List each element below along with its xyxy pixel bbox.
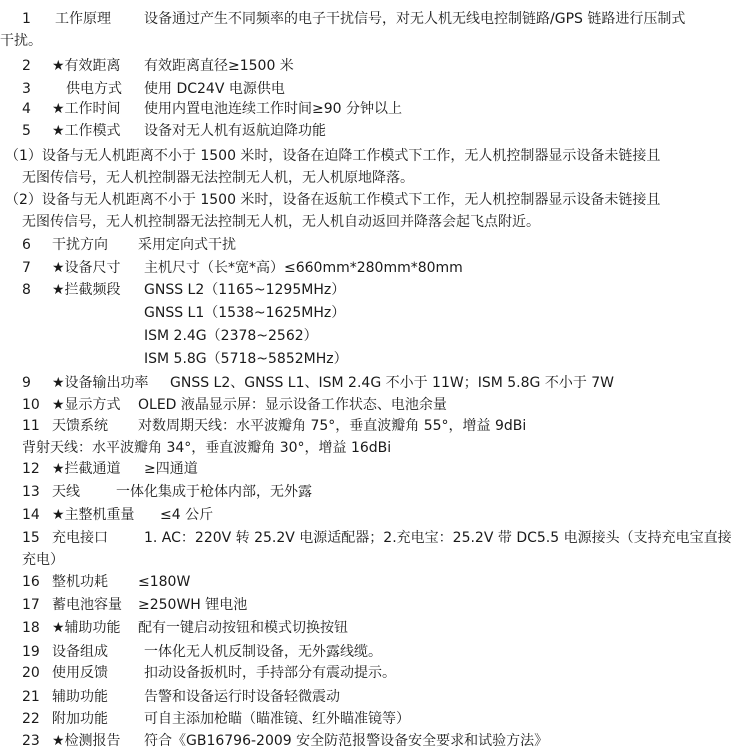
row-value: 配有一键启动按钮和模式切换按钮: [138, 620, 348, 636]
row-sub-value: ISM 5.8G（5718~5852MHz）: [144, 351, 348, 367]
row-number: 19: [22, 644, 40, 660]
row-label: ★主整机重量: [52, 507, 135, 523]
spec-row: [0, 372, 750, 394]
row-value: 一体化无人机反制设备，无外露线缆。: [144, 644, 382, 660]
spec-row: [0, 504, 750, 526]
spec-row: [0, 78, 750, 100]
row-sub-value: ISM 2.4G（2378~2562）: [144, 328, 318, 344]
spec-row: [0, 617, 750, 639]
row-label: 蓄电池容量: [52, 597, 122, 613]
row-number: 23: [22, 733, 40, 749]
row-value: 主机尺寸（长*宽*高）≤660mm*280mm*80mm: [144, 260, 463, 276]
spec-row: [0, 98, 750, 120]
row-label: ★设备尺寸: [52, 260, 121, 276]
row-value: 使用内置电池连续工作时间≥90 分钟以上: [144, 101, 402, 117]
spec-row: [0, 55, 750, 77]
row-value: 设备通过产生不同频率的电子干扰信号，对无人机无线电控制链路/GPS 链路进行压制式: [144, 11, 686, 27]
row-number: 5: [22, 123, 31, 139]
row-number: 10: [22, 397, 40, 413]
row-number: 9: [22, 375, 31, 391]
row-label: 辅助功能: [52, 689, 108, 705]
spec-row-continuation: [0, 189, 750, 211]
row-label: 天线: [52, 484, 80, 500]
spec-row: [0, 571, 750, 593]
row-number: 15: [22, 530, 40, 546]
row-value: ≥250WH 锂电池: [138, 597, 248, 613]
row-text: 充电）: [22, 552, 64, 568]
spec-row-continuation: [0, 302, 750, 324]
row-sub-value: GNSS L1（1538~1625MHz）: [144, 305, 346, 321]
row-value: 设备对无人机有返航迫降功能: [144, 123, 326, 139]
row-number: 12: [22, 461, 40, 477]
row-value: 符合《GB16796-2009 安全防范报警设备安全要求和试验方法》: [144, 733, 549, 749]
row-number: 21: [22, 689, 40, 705]
spec-row: [0, 279, 750, 301]
row-number: 6: [22, 237, 31, 253]
row-value: GNSS L2（1165~1295MHz）: [144, 282, 346, 298]
spec-row: [0, 415, 750, 437]
row-text: 无图传信号，无人机控制器无法控制无人机，无人机自动返回并降落会起飞点附近。: [22, 214, 540, 230]
row-label: 天馈系统: [52, 418, 108, 434]
row-label: ★检测报告: [52, 733, 121, 749]
spec-row: [0, 458, 750, 480]
row-value: 对数周期天线：水平波瓣角 75°，垂直波瓣角 55°，增益 9dBi: [138, 418, 527, 434]
row-text: （1）设备与无人机距离不小于 1500 米时，设备在迫降工作模式下工作，无人机控制器显示设备未链接且: [5, 148, 661, 164]
row-text: 干扰。: [0, 33, 42, 49]
spec-row: [0, 594, 750, 616]
row-label: ★显示方式: [52, 397, 121, 413]
row-text: （2）设备与无人机距离不小于 1500 米时，设备在返航工作模式下工作，无人机控制器显示设备未链接且: [5, 192, 661, 208]
spec-row: [0, 686, 750, 708]
row-value: OLED 液晶显示屏：显示设备工作状态、电池余量: [138, 397, 447, 413]
row-number: 11: [22, 418, 40, 434]
row-value: 有效距离直径≥1500 米: [144, 58, 294, 74]
row-value: 告警和设备运行时设备轻微震动: [144, 689, 340, 705]
row-value: ≤180W: [138, 574, 191, 590]
row-value: 使用 DC24V 电源供电: [144, 81, 285, 97]
spec-row: [0, 257, 750, 279]
row-label: ★有效距离: [52, 58, 121, 74]
spec-row: [0, 8, 750, 30]
row-text: 背射天线：水平波瓣角 34°，垂直波瓣角 30°，增益 16dBi: [22, 440, 392, 456]
spec-row: [0, 394, 750, 416]
row-number: 7: [22, 260, 31, 276]
row-value: 采用定向式干扰: [138, 237, 236, 253]
spec-row: [0, 662, 750, 684]
row-label: ★设备输出功率: [52, 375, 149, 391]
row-number: 16: [22, 574, 40, 590]
row-label: 干扰方向: [52, 237, 108, 253]
row-label: 附加功能: [52, 711, 108, 727]
row-value: 一体化集成于枪体内部，无外露: [116, 484, 312, 500]
row-label: ★拦截频段: [52, 282, 121, 298]
spec-row-continuation: [0, 145, 750, 167]
spec-row-continuation: [0, 167, 750, 189]
row-label: ★拦截通道: [52, 461, 121, 477]
row-value: 1. AC：220V 转 25.2V 电源适配器；2.充电宝：25.2V 带 DC5.5 电源接头（支持充电宝直接: [144, 530, 732, 546]
spec-row-continuation: [0, 437, 750, 459]
row-text: 无图传信号，无人机控制器无法控制无人机，无人机原地降落。: [22, 170, 414, 186]
spec-row-continuation: [0, 549, 750, 571]
row-label: ★工作时间: [52, 101, 121, 117]
row-number: 4: [22, 101, 31, 117]
row-label: 充电接口: [52, 530, 108, 546]
row-value: 可自主添加枪瞄（瞄准镜、红外瞄准镜等）: [144, 711, 410, 727]
row-label: 设备组成: [52, 644, 108, 660]
row-number: 8: [22, 282, 31, 298]
row-label: ★工作模式: [52, 123, 121, 139]
row-value: ≤4 公斤: [160, 507, 214, 523]
spec-row: [0, 481, 750, 503]
spec-row: [0, 708, 750, 730]
row-number: 17: [22, 597, 40, 613]
spec-row: [0, 120, 750, 142]
row-value: ≥四通道: [144, 461, 198, 477]
row-label: 使用反馈: [52, 665, 108, 681]
spec-row-continuation: [0, 211, 750, 233]
row-number: 3: [22, 81, 31, 97]
row-number: 20: [22, 665, 40, 681]
row-number: 1: [22, 11, 31, 27]
row-label: 供电方式: [66, 81, 122, 97]
spec-row-continuation: [0, 348, 750, 370]
row-label: 整机功耗: [52, 574, 108, 590]
row-value: 扣动设备扳机时，手持部分有震动提示。: [144, 665, 396, 681]
spec-row: [0, 730, 750, 752]
row-number: 14: [22, 507, 40, 523]
row-number: 13: [22, 484, 40, 500]
row-number: 22: [22, 711, 40, 727]
row-value: GNSS L2、GNSS L1、ISM 2.4G 不小于 11W；ISM 5.8G 不小于 7W: [170, 375, 615, 391]
row-number: 2: [22, 58, 31, 74]
spec-row: [0, 527, 750, 549]
row-label: ★辅助功能: [52, 620, 121, 636]
spec-row: [0, 641, 750, 663]
row-number: 18: [22, 620, 40, 636]
spec-row: [0, 234, 750, 256]
spec-row-continuation: [0, 325, 750, 347]
row-label: 工作原理: [55, 11, 111, 27]
spec-row-continuation: [0, 30, 750, 52]
